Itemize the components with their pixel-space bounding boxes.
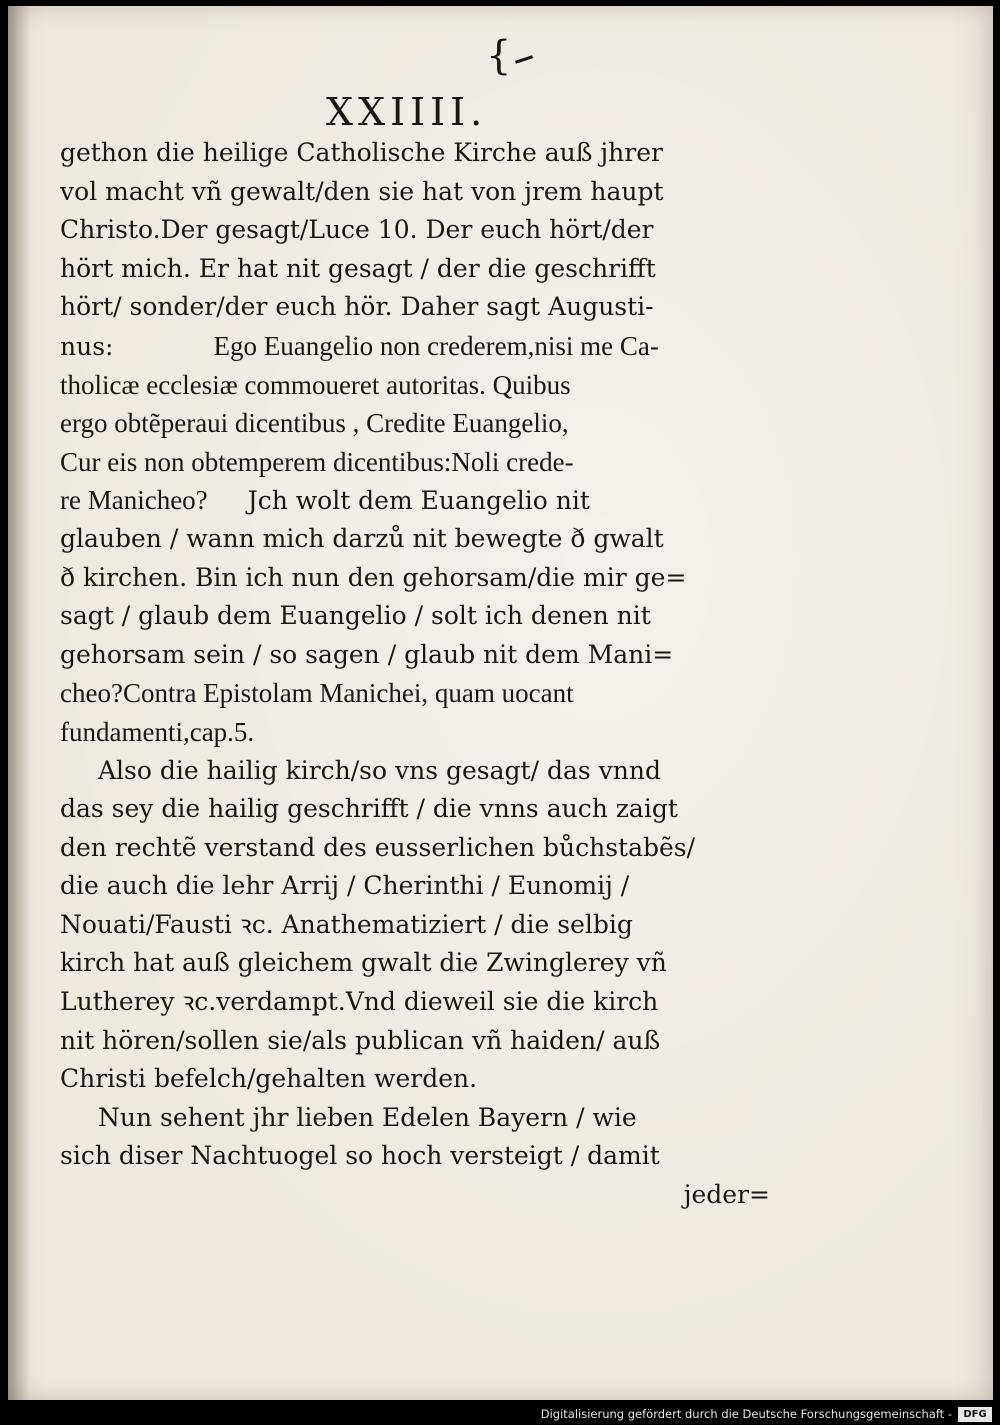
text-line: gethon die heilige Catholische Kirche auß jhrer <box>60 138 663 167</box>
dfg-logo: DFG <box>958 1407 992 1422</box>
handwritten-ink-mark: { <box>486 33 512 79</box>
text-line: hört/ sonder/der euch hör. Daher sagt Augusti- <box>60 292 654 322</box>
text-line-latin-part: Ego Euangelio non crederem,nisi me Ca- <box>213 330 659 361</box>
digitization-footer <box>0 1405 1000 1425</box>
page-text-block <box>60 134 770 1215</box>
text-line: Cur eis non obtemperem dicentibus:Noli crede- <box>60 446 574 477</box>
text-line: vol macht vñ gewalt/den sie hat von jrem haupt <box>60 176 664 206</box>
text-line: ergo obtẽperaui dicentibus , Credite Euangelio, <box>60 408 569 439</box>
text-line: cheo?Contra Epistolam Manichei, quam uocant <box>60 678 574 709</box>
text-line <box>60 327 770 366</box>
paragraph-start-line: Also die hailig kirch/so vns gesagt/ das vnnd <box>98 755 661 785</box>
text-line: Nouati/Fausti ꝛc. Anathematiziert / die selbig <box>60 909 633 939</box>
text-line: fundamenti,cap.5. <box>60 716 255 747</box>
text-line: Christi befelch/gehalten werden. <box>60 1064 478 1094</box>
paragraph-start-line: Nun sehent jhr lieben Edelen Bayern / wie <box>98 1102 637 1132</box>
text-line: den rechtẽ verstand des eusserlichen bůchstabẽs/ <box>60 832 696 862</box>
text-line: nit hören/sollen sie/als publican vñ haiden/ auß <box>60 1025 661 1055</box>
text-line: ð kirchen. Bin ich nun den gehorsam/die mir ge= <box>60 562 687 592</box>
book-page <box>8 6 993 1400</box>
text-line-latin-part: re Manicheo? <box>60 485 208 516</box>
text-line: gehorsam sein / so sagen / glaub nit dem Mani= <box>60 639 674 669</box>
folio-number: XXIIII. <box>326 90 488 134</box>
text-line: tholicæ ecclesiæ commoueret autoritas. Quibus <box>60 369 571 400</box>
dfg-credit-text: Digitalisierung gefördert durch die Deutsche Forschungsgemeinschaft - <box>540 1407 952 1421</box>
text-line-fraktur-part: Jch wolt dem Euangelio nit <box>247 486 590 516</box>
text-line-fraktur-part: nus: <box>60 331 114 361</box>
handwritten-ink-tick <box>515 55 533 63</box>
text-line <box>60 481 770 520</box>
text-line: hört mich. Er hat nit gesagt / der die geschrifft <box>60 253 656 283</box>
text-line: Lutherey ꝛc.verdampt.Vnd dieweil sie die kirch <box>60 987 659 1017</box>
catchword: jeder= <box>683 1180 770 1210</box>
text-line: sich diser Nachtuogel so hoch versteigt / damit <box>60 1141 660 1171</box>
text-line: sagt / glaub dem Euangelio / solt ich denen nit <box>60 601 651 631</box>
text-line: glauben / wann mich darzů nit bewegte ð gwalt <box>60 523 664 553</box>
text-line: die auch die lehr Arrij / Cherinthi / Eunomij / <box>60 871 630 901</box>
text-line: kirch hat auß gleichem gwalt die Zwinglerey vñ <box>60 948 667 978</box>
page-gutter-shadow <box>8 6 30 1400</box>
text-line: Christo.Der gesagt/Luce 10. Der euch hört/der <box>60 215 654 245</box>
text-line: das sey die hailig geschrifft / die vnns auch zaigt <box>60 794 678 824</box>
